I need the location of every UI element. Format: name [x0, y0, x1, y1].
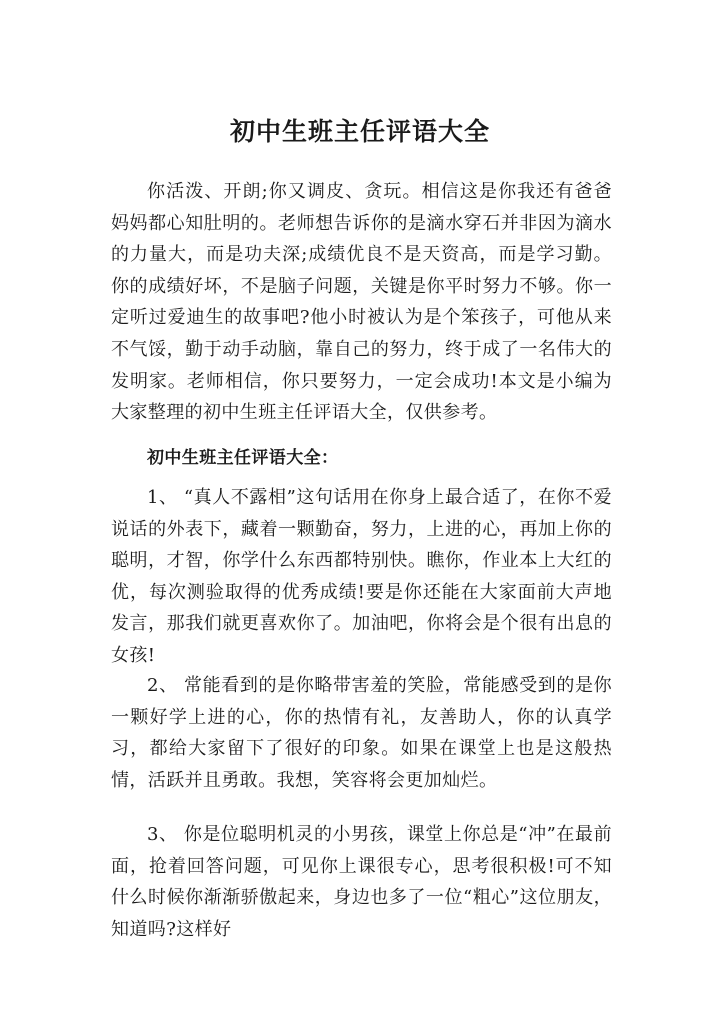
- comment-item-3: 3、 你是位聪明机灵的小男孩，课堂上你总是“冲”在最前面，抢着回答问题，可见你上课很专心，思考很积极!可不知什么时候你渐渐骄傲起来，身边也多了一位“粗心”这位朋友，知道吗?这样好: [111, 824, 612, 940]
- section-subheading: 初中生班主任评语大全：: [147, 448, 339, 468]
- comment-item-1: 1、 “真人不露相”这句话用在你身上最合适了，在你不爱说话的外表下，藏着一颗勤奋，努力，上进的心，再加上你的聪明，才智，你学什么东西都特别快。瞧你，作业本上大红的优，每次测验取得的优秀成绩!要是你还能在大家面前大声地发言，那我们就更喜欢你了。加油吧，你将会是个很有出息的女孩!: [111, 487, 612, 666]
- intro-paragraph: 你活泼、开朗;你又调皮、贪玩。相信这是你我还有爸爸妈妈都心知肚明的。老师想告诉你的是滴水穿石并非因为滴水的力量大，而是功夫深;成绩优良不是天资高，而是学习勤。你的成绩好坏，不是脑子问题，关键是你平时努力不够。你一定听过爱迪生的故事吧?他小时被认为是个笨孩子，可他从来不气馁，勤于动手动脑，靠自己的努力，终于成了一名伟大的发明家。老师相信，你只要努力，一定会成功!本文是小编为大家整理的初中生班主任评语大全，仅供参考。: [111, 181, 612, 424]
- document-title: 初中生班主任评语大全: [229, 117, 490, 146]
- comment-item-2: 2、 常能看到的是你略带害羞的笑脸，常能感受到的是你一颗好学上进的心，你的热情有礼，友善助人，你的认真学习，都给大家留下了很好的印象。如果在课堂上也是这般热情，活跃并且勇敢。我想，笑容将会更加灿烂。: [111, 675, 612, 791]
